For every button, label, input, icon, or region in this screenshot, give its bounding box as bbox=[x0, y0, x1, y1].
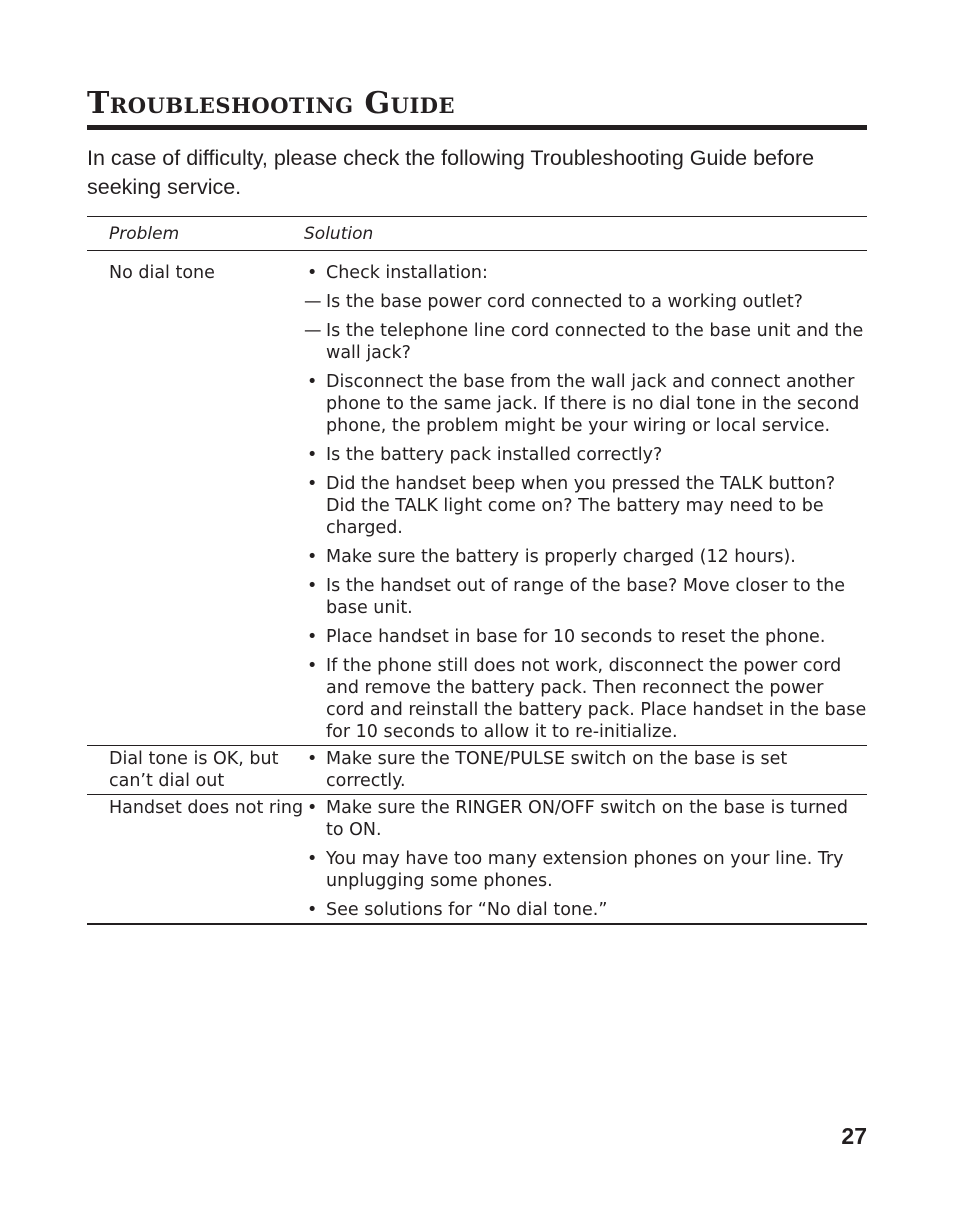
bullet-marker: • bbox=[307, 656, 318, 676]
intro-paragraph: In case of difficulty, please check the following Troubleshooting Guide before seeking service. bbox=[87, 146, 815, 199]
table-row bbox=[87, 251, 867, 745]
solution-text: Place handset in base for 10 seconds to reset the phone. bbox=[326, 627, 826, 647]
bullet-marker: • bbox=[307, 627, 318, 647]
problem-column-header: Problem bbox=[109, 223, 180, 244]
problem-cell: No dial tone bbox=[109, 263, 215, 283]
bullet-marker: • bbox=[307, 749, 318, 769]
title-rule bbox=[87, 125, 867, 130]
bullet-marker: • bbox=[307, 263, 318, 283]
solution-text: Make sure the RINGER ON/OFF switch on the base is turned to ON. bbox=[326, 798, 848, 840]
bullet-marker: • bbox=[307, 445, 318, 465]
solution-item bbox=[304, 626, 867, 648]
page-number: 27 bbox=[841, 1123, 867, 1149]
bullet-marker: • bbox=[307, 798, 318, 818]
solution-item bbox=[304, 848, 867, 892]
table-header bbox=[87, 217, 867, 250]
solution-item bbox=[304, 473, 867, 539]
bullet-marker: • bbox=[307, 474, 318, 494]
solution-item bbox=[304, 899, 867, 921]
solution-text: If the phone still does not work, disconnect the power cord and remove the battery pack. Then reconnect the power cord and reinstall the battery pack. Place handset in the base for 10 seconds to allow it to re-initialize. bbox=[326, 656, 867, 742]
table-row bbox=[87, 746, 867, 794]
bullet-marker: • bbox=[307, 849, 318, 869]
solution-item bbox=[304, 444, 867, 466]
dash-marker: — bbox=[304, 292, 322, 312]
solution-column-header: Solution bbox=[304, 223, 374, 244]
bullet-marker: • bbox=[307, 372, 318, 392]
solution-text: Is the base power cord connected to a working outlet? bbox=[326, 292, 803, 312]
solution-text: Make sure the battery is properly charged (12 hours). bbox=[326, 547, 796, 567]
dash-marker: — bbox=[304, 321, 322, 341]
solution-item bbox=[304, 262, 867, 284]
problem-cell: Dial tone is OK, but can’t dial out bbox=[109, 749, 279, 791]
bullet-marker: • bbox=[307, 547, 318, 567]
solution-item bbox=[304, 546, 867, 568]
solution-text: Did the handset beep when you pressed the TALK button? Did the TALK light come on? The battery may need to be charged. bbox=[326, 474, 836, 538]
solution-item bbox=[304, 291, 867, 313]
solution-text: See solutions for “No dial tone.” bbox=[326, 900, 608, 920]
solution-text: You may have too many extension phones on your line. Try unplugging some phones. bbox=[326, 849, 844, 891]
solution-item bbox=[304, 655, 867, 743]
solution-item bbox=[304, 320, 867, 364]
solution-text: Is the battery pack installed correctly? bbox=[326, 445, 663, 465]
solution-item bbox=[304, 797, 867, 841]
solution-text: Disconnect the base from the wall jack and connect another phone to the same jack. If there is no dial tone in the second phone, the problem might be your wiring or local service. bbox=[326, 372, 860, 436]
solution-cell bbox=[304, 262, 867, 743]
page-title: Troubleshooting Guide bbox=[87, 86, 455, 121]
solution-text: Is the handset out of range of the base? Move closer to the base unit. bbox=[326, 576, 846, 618]
solution-item bbox=[304, 371, 867, 437]
bullet-marker: • bbox=[307, 900, 318, 920]
solution-text: Check installation: bbox=[326, 263, 488, 283]
table-bottom-rule bbox=[87, 923, 867, 925]
solution-cell bbox=[304, 748, 867, 792]
solution-text: Is the telephone line cord connected to the base unit and the wall jack? bbox=[326, 321, 864, 363]
table-row bbox=[87, 795, 867, 923]
solution-cell bbox=[304, 797, 867, 921]
solution-text: Make sure the TONE/PULSE switch on the base is set correctly. bbox=[326, 749, 788, 791]
solution-item bbox=[304, 748, 867, 792]
troubleshooting-table bbox=[87, 216, 867, 925]
problem-cell: Handset does not ring bbox=[109, 798, 304, 818]
bullet-marker: • bbox=[307, 576, 318, 596]
solution-item bbox=[304, 575, 867, 619]
